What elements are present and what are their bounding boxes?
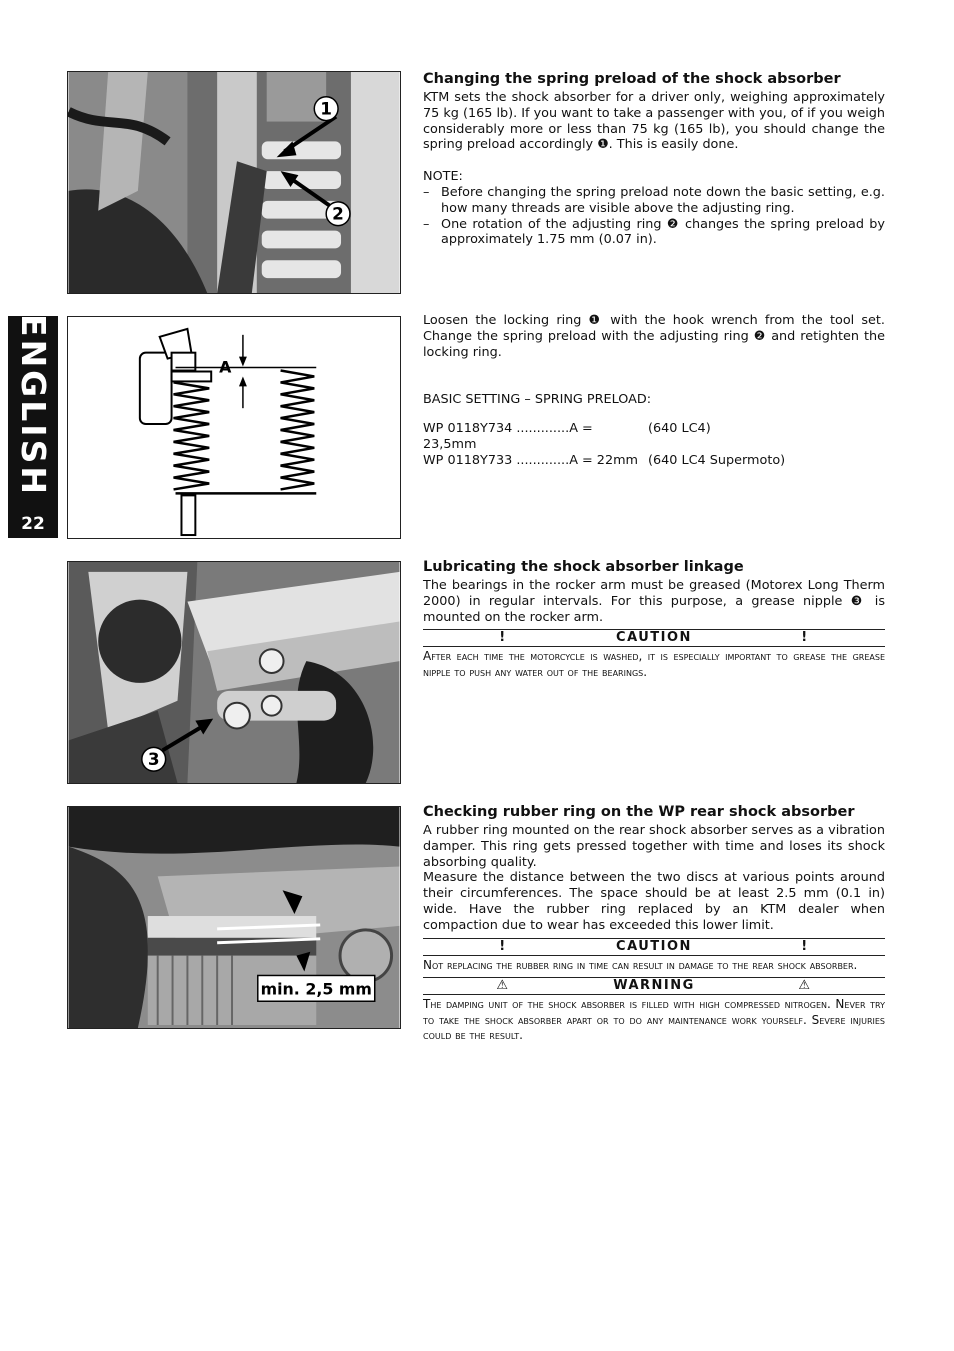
section-spring-preload [423, 70, 885, 248]
basic-setting-title: BASIC SETTING – SPRING PRELOAD: [423, 392, 652, 408]
caution-mark-right: ! [801, 938, 809, 954]
dimension-label-a: A [219, 357, 232, 377]
spec-model: (640 LC4) [648, 421, 711, 437]
spring-preload-photo-graphic [68, 72, 400, 293]
caution-label: CAUTION [616, 630, 692, 646]
warning-text: The damping unit of the shock absorber is filled with high compressed nitrogen. Never try to take the shock absorber apart or to do any maintenance work yourself. Severe injuries could be the result. [423, 997, 885, 1043]
caution-banner [423, 938, 885, 956]
figure-rocker-arm-photo [67, 561, 401, 784]
language-tab-label: ENGLISH [13, 313, 53, 497]
callout-2: 2 [332, 203, 344, 224]
note-label: NOTE: [423, 169, 463, 185]
linkage-body: The bearings in the rocker arm must be greased (Motorex Long Therm 2000) in regular intervals. For this purpose, a grease nipple ❸ is mounted on the rocker arm. [423, 578, 885, 625]
section-rubber-ring [423, 803, 885, 1044]
rocker-arm-photo-graphic [68, 562, 400, 783]
section-linkage-lubrication [423, 558, 885, 680]
note-item: – Before changing the spring preload note down the basic setting, e.g. how many threads are visible above the adjusting ring. [423, 184, 885, 216]
spec-part: WP 0118Y733 .............A = 22mm [423, 452, 639, 468]
callout-1: 1 [320, 98, 333, 119]
min-distance-label: min. 2,5 mm [260, 979, 372, 999]
figure-rubber-ring-photo [67, 806, 401, 1029]
spec-model: (640 LC4 Supermoto) [648, 452, 786, 468]
section-heading-spring-preload: Changing the spring preload of the shock absorber [423, 71, 841, 87]
figure-spring-diagram [67, 316, 401, 539]
caution-mark-right: ! [801, 630, 809, 646]
spec-row [423, 453, 885, 469]
language-tab [8, 313, 58, 538]
warning-icon: ⚠ [798, 978, 812, 994]
rubber-ring-photo-graphic [68, 807, 400, 1028]
caution-mark-left: ! [499, 630, 507, 646]
language-tab-label-wrap [8, 313, 58, 497]
section-heading-rubber-ring: Checking rubber ring on the WP rear shock absorber [423, 804, 855, 820]
caution-text: After each time the motorcycle is washed, it is especially important to grease the grease nipple to push any water out of the bearings. [423, 649, 885, 679]
caution-text: Not replacing the rubber ring in time can result in damage to the rear shock absorber. [423, 957, 858, 972]
section-preload-procedure [423, 313, 885, 469]
spec-part: WP 0118Y734 .............A = 23,5mm [423, 421, 593, 452]
warning-icon: ⚠ [496, 978, 510, 994]
rubber-ring-body-1: A rubber ring mounted on the rear shock absorber serves as a vibration damper. This ring gets pressed together with time and loses its shock absorbing quality. [423, 823, 885, 870]
section-heading-linkage: Lubricating the shock absorber linkage [423, 559, 744, 575]
note-text-2: One rotation of the adjusting ring ❷ changes the spring preload by approximately 1.75 mm (0.07 in). [441, 216, 885, 248]
spring-preload-body: KTM sets the shock absorber for a driver only, weighing approximately 75 kg (165 lb). If you want to take a passenger with you, of if you weigh considerably more or less than 75 kg (165 lb), you should change the spring preload accordingly ❶. This is easily done. [423, 90, 885, 153]
note-text-1: Before changing the spring preload note down the basic setting, e.g. how many threads are visible above the adjusting ring. [441, 184, 885, 216]
caution-mark-left: ! [499, 938, 507, 954]
callout-3: 3 [147, 749, 160, 770]
spring-diagram-graphic [68, 317, 400, 538]
preload-procedure-body: Loosen the locking ring ❶ with the hook wrench from the tool set. Change the spring preload with the adjusting ring ❷ and retighten the locking ring. [423, 313, 885, 360]
note-item: – One rotation of the adjusting ring ❷ changes the spring preload by approximately 1.75 mm (0.07 in). [423, 216, 885, 248]
caution-label: CAUTION [616, 938, 692, 954]
page-number: 22 [21, 514, 45, 534]
figure-spring-preload-photo [67, 71, 401, 294]
warning-banner [423, 977, 885, 995]
rubber-ring-body-2: Measure the distance between the two discs at various points around their circumferences. The space should be at least 2.5 mm (0.1 in) wide. Have the rubber ring replaced by an KTM dealer when compaction due to wear has exceeded this lower limit. [423, 870, 885, 933]
warning-label: WARNING [613, 978, 695, 994]
spec-row [423, 421, 885, 453]
caution-banner [423, 629, 885, 647]
